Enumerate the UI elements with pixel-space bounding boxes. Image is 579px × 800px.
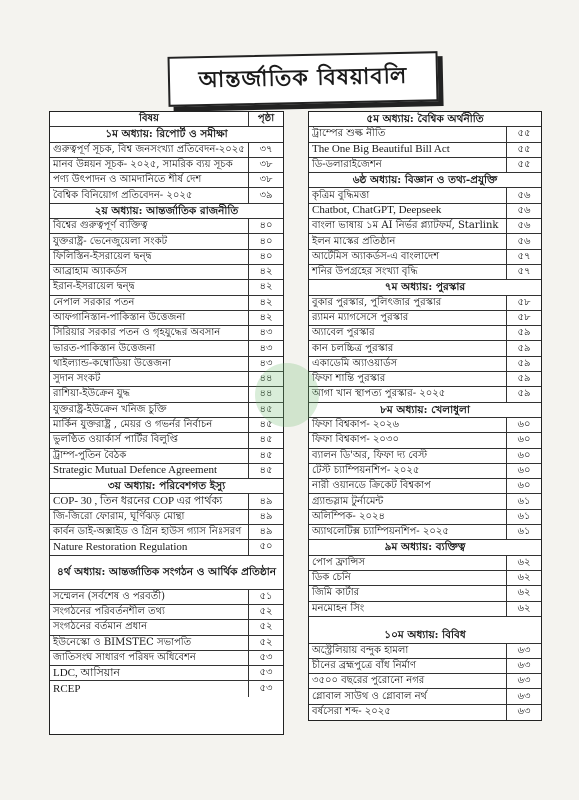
page-number: ৫৬ (506, 234, 541, 248)
topic-label: জাতিসংঘ সাধারণ পরিষদ অধিবেশন (53, 651, 196, 663)
topic-label: ডিক চেনি (312, 572, 351, 584)
topic-label: ফিলিস্তিন-ইসরায়েল দ্বন্দ্ব (53, 250, 152, 262)
table-row (50, 525, 283, 540)
chapter-title: ৬ষ্ঠ অধ্যায়: বিজ্ঞান ও তথ্য-প্রযুক্তি (352, 174, 498, 187)
table-row (309, 341, 541, 356)
table-row (309, 158, 541, 173)
page-number: ৬১ (506, 510, 541, 524)
table-row (309, 479, 541, 494)
table-row (50, 590, 283, 605)
page-number: ৪৫ (248, 418, 283, 432)
table-row (50, 158, 283, 173)
topic-label: ফিফা শান্তি পুরস্কার (312, 373, 386, 385)
topic-label: জি-জিরো ফোরাম, ঘূর্ণিঝড় মোন্থা (53, 510, 185, 522)
table-row (309, 219, 541, 234)
chapter-heading (50, 127, 283, 142)
topic-label: রাশিয়া-ইউক্রেন যুদ্ধ (53, 388, 130, 400)
blank-space (309, 617, 541, 628)
page-number: ৫৮ (506, 311, 541, 325)
page-number: ৩৮ (248, 158, 283, 172)
topic-label: সুদান সংকট (53, 373, 101, 385)
topic-label: র‍্যামন ম্যাগসেসে পুরস্কার (312, 312, 409, 323)
topic-label: গুরুত্বপূর্ণ সূচক, বিশ্ব জনসংখ্যা প্রতিবেদন-২০২৫ (53, 143, 245, 155)
table-row (50, 250, 283, 265)
topic-label: ব্যালন ডি'অর, ফিফা দ্য বেস্ট (312, 449, 428, 461)
chapter-title: ৪র্থ অধ্যায়: আন্তর্জাতিক সংগঠন ও আর্থিক প্রতিষ্ঠান (56, 565, 277, 578)
table-row (50, 651, 283, 666)
table-row (50, 326, 283, 341)
page-number: ৪২ (248, 296, 283, 310)
page-number: ৫৩ (248, 681, 283, 696)
table-row (50, 666, 283, 681)
page-number: ৬০ (506, 464, 541, 478)
table-row (50, 494, 283, 509)
page-number: ৬২ (506, 602, 541, 616)
topic-label: যুক্তরাষ্ট্র- ভেনেজুয়েলা সংকট (53, 235, 168, 247)
contents-table-right (308, 111, 542, 721)
topic-label: মনমোহন সিং (312, 602, 365, 614)
topic-label: আব্রাহাম অ্যাকর্ডস (53, 266, 127, 278)
topic-label: বুকার পুরস্কার, পুলিৎজার পুরস্কার (312, 296, 442, 308)
topic-label: একাডেমি অ্যাওয়ার্ডস (312, 357, 398, 369)
table-row (50, 296, 283, 311)
table-row (50, 620, 283, 635)
chapter-title: ৮ম অধ্যায়: খেলাধুলা (380, 403, 470, 416)
topic-label: ভারত-পাকিস্তান উত্তেজনা (53, 342, 156, 354)
table-row (309, 449, 541, 464)
page-number: ৫০ (248, 540, 283, 554)
table-row (50, 357, 283, 372)
contents-table-left (49, 111, 284, 735)
topic-label: বিশ্বের গুরুত্বপূর্ণ ব্যক্তিত্ব (53, 220, 148, 232)
topic-label: সংগঠনের বর্তমান প্রধান (53, 621, 148, 633)
table-row (309, 571, 541, 586)
chapter-heading (309, 540, 541, 555)
page-number: ৫২ (248, 605, 283, 619)
topic-label: অ্যাথলেটিক্স চ্যাম্পিয়নশিপ- ২০২৫ (312, 526, 449, 538)
page-number: ৫৬ (506, 188, 541, 202)
page-number: ৪২ (248, 265, 283, 279)
topic-label: আগা খান স্থাপত্য পুরস্কার- ২০২৫ (312, 388, 446, 400)
table-row (309, 586, 541, 601)
table-row (50, 464, 283, 479)
table-row (309, 510, 541, 525)
page-number: ৬৩ (506, 644, 541, 658)
chapter-title: ৩য় অধ্যায়: পরিবেশগত ইস্যু (107, 480, 226, 493)
page-number: ৬১ (506, 494, 541, 508)
table-row (309, 659, 541, 674)
page-number: ৪২ (248, 311, 283, 325)
table-row (50, 219, 283, 234)
page-number: ৪৪ (248, 372, 283, 386)
table-row (309, 265, 541, 280)
page-number: ৫৮ (506, 296, 541, 310)
page-number: ৫৭ (506, 265, 541, 279)
chapter-heading (50, 556, 283, 590)
page-number: ৫৯ (506, 387, 541, 401)
topic-label: Strategic Mutual Defence Agreement (53, 464, 218, 477)
topic-label: ইউনেস্কো ও BIMSTEC সভাপতি (53, 636, 192, 648)
page-number: ৩৭ (248, 143, 283, 157)
page-number: ৪৫ (248, 464, 283, 478)
topic-label: বৈশ্বিক বিনিয়োগ প্রতিবেদন- ২০২৫ (53, 189, 193, 201)
chapter-heading (50, 204, 283, 219)
page-number: ৬৩ (506, 674, 541, 688)
page-number: ৩৯ (248, 188, 283, 202)
topic-label: পণ্য উৎপাদন ও আমদানিতে শীর্ষ দেশ (53, 174, 202, 186)
topic-label: চীনের ব্রহ্মপুত্রে বাঁধ নির্মাণ (312, 659, 417, 671)
page-number: ৪৪ (248, 387, 283, 401)
topic-label: ৩৫০০ বছরের পুরোনো নগর (312, 675, 425, 687)
topic-label: COP- 30 , তিন ধরনের COP এর পার্থক্য (53, 495, 223, 508)
table-row (309, 311, 541, 326)
table-row (50, 403, 283, 418)
table-row (309, 556, 541, 571)
table-row (50, 418, 283, 433)
page-number: ৬১ (506, 525, 541, 539)
table-row (309, 674, 541, 689)
table-row (50, 173, 283, 188)
table-row (309, 418, 541, 433)
table-row (50, 341, 283, 356)
page-number: ৫৯ (506, 341, 541, 355)
chapter-heading (309, 280, 541, 295)
page-number: ৫২ (248, 620, 283, 634)
topic-label: জিমি কার্টার (312, 587, 360, 599)
table-row (309, 326, 541, 341)
chapter-heading (309, 173, 541, 188)
header-page: পৃষ্ঠা (248, 112, 283, 126)
table-row (50, 280, 283, 295)
table-row (309, 387, 541, 402)
page-title: আন্তর্জাতিক বিষয়াবলি (168, 51, 439, 107)
page-number: ৫৯ (506, 357, 541, 371)
page-number: ৪৩ (248, 341, 283, 355)
topic-label: LDC, আসিয়ান (53, 666, 120, 679)
chapter-title: ৯ম অধ্যায়: ব্যক্তিত্ব (384, 541, 466, 554)
page-number: ৬৩ (506, 705, 541, 720)
table-row (309, 602, 541, 617)
topic-label: মার্কিন যুক্তরাষ্ট্র , মেয়র ও গভর্নর নির্বাচন (53, 419, 213, 431)
topic-label: ইলন মাস্কের প্রতিষ্ঠান (312, 235, 396, 247)
page-number: ৬০ (506, 418, 541, 432)
table-row (309, 188, 541, 203)
page-number: ৫২ (248, 636, 283, 650)
page-number: ৫৫ (506, 143, 541, 157)
page-number: ৪৯ (248, 494, 283, 508)
chapter-heading (309, 403, 541, 418)
table-row (309, 372, 541, 387)
chapter-heading (309, 628, 541, 643)
table-row (309, 296, 541, 311)
table-row (309, 143, 541, 158)
table-row (50, 636, 283, 651)
chapter-title: ১০ম অধ্যায়: বিবিধ (384, 629, 466, 642)
topic-label: The One Big Beautiful Bill Act (312, 143, 450, 156)
page-number: ৬০ (506, 449, 541, 463)
table-row (50, 540, 283, 555)
page-number: ৫৩ (248, 666, 283, 680)
page-number: ৪৫ (248, 449, 283, 463)
page-number: ৪৫ (248, 403, 283, 417)
table-header (50, 112, 283, 127)
topic-label: বর্ষসেরা শব্দ- ২০২৫ (312, 706, 391, 718)
topic-label: অলিম্পিক- ২০২৪ (312, 510, 385, 522)
topic-label: কান চলচ্চিত্র পুরস্কার (312, 342, 394, 354)
topic-label: যুক্তরাষ্ট্র-ইউক্রেন খনিজ চুক্তি (53, 403, 167, 415)
chapter-title: ৫ম অধ্যায়: বৈশ্বিক অর্থনীতি (366, 112, 484, 125)
topic-label: থাইল্যান্ড-কম্বোডিয়া উত্তেজনা (53, 357, 171, 369)
page-number: ৫১ (248, 590, 283, 604)
header-subject: বিষয় (139, 113, 159, 125)
topic-label: গ্লোবাল সাউথ ও গ্লোবাল নর্থ (312, 690, 428, 702)
page-number: ৪৩ (248, 357, 283, 371)
table-row (309, 127, 541, 142)
topic-label: মানব উন্নয়ন সূচক- ২০২৫, সামরিক ব্যয় সূচক (53, 159, 233, 171)
page-number: ৬৩ (506, 689, 541, 703)
topic-label: নারী ওয়ানডে ক্রিকেট বিশ্বকাপ (312, 480, 431, 492)
topic-label: গ্র্যান্ডস্লাম টুর্নামেন্ট (312, 495, 384, 507)
table-row (309, 234, 541, 249)
page-number: ৬৩ (506, 659, 541, 673)
topic-label: অ্যাবেল পুরস্কার (312, 327, 375, 339)
topic-label: আফগানিস্তান-পাকিস্তান উত্তেজনা (53, 312, 186, 323)
topic-label: পোপ ফ্রান্সিস (312, 556, 365, 568)
topic-label: ভুলণ্ঠিত ওয়ার্কার্স পার্টির বিলুপ্তি (53, 434, 178, 446)
chapter-title: ৭ম অধ্যায়: পুরস্কার (384, 281, 466, 294)
table-row (50, 311, 283, 326)
table-row (309, 464, 541, 479)
topic-label: ডি-ডলারাইজেশন (312, 159, 382, 171)
table-row (309, 250, 541, 265)
table-row (309, 525, 541, 540)
table-row (50, 433, 283, 448)
topic-label: কৃত্রিম বুদ্ধিমত্তা (312, 189, 370, 201)
table-row (50, 510, 283, 525)
topic-label: সিরিয়ার সরকার পতন ও গৃহযুদ্ধের অবসান (53, 327, 221, 339)
page-number: ৬০ (506, 433, 541, 447)
table-row (50, 188, 283, 203)
page-number: ৬০ (506, 479, 541, 493)
page-number: ৫৯ (506, 372, 541, 386)
page-number: ৫৩ (248, 651, 283, 665)
page-number: ৪৩ (248, 326, 283, 340)
table-row (50, 265, 283, 280)
table-row (309, 705, 541, 720)
topic-label: ইরান-ইসরায়েল দ্বন্দ্ব (53, 281, 135, 293)
topic-label: Nature Restoration Regulation (53, 540, 188, 553)
page-number: ৪৯ (248, 510, 283, 524)
page-number: ৫৫ (506, 127, 541, 141)
chapter-heading (309, 112, 541, 127)
topic-label: কার্বন ডাই-অক্সাইড ও গ্রিন হাউস গ্যাস নিঃসরণ (53, 526, 242, 538)
page-number: ৩৮ (248, 173, 283, 187)
page-number: ৬২ (506, 571, 541, 585)
topic-label: ফিফা বিশ্বকাপ- ২০৩০ (312, 434, 399, 446)
topic-label: বাংলা ভাষায় ১ম AI নির্ভর প্ল্যাটফর্ম, Starlink (312, 220, 499, 232)
page-number: ৫৭ (506, 250, 541, 264)
watermark-logo (255, 363, 319, 427)
topic-label: অস্ট্রেলিয়ায় বন্দুক হামলা (312, 644, 409, 656)
chapter-title: ১ম অধ্যায়: রিপোর্ট ও সমীক্ষা (105, 128, 228, 141)
topic-label: ট্রাম্প-পুতিন বৈঠক (53, 449, 127, 461)
page-number: ৪০ (248, 250, 283, 264)
topic-label: নেপাল সরকার পতন (53, 296, 135, 308)
topic-label: ট্রাম্পের শুল্ক নীতি (312, 128, 386, 140)
page-number: ৬২ (506, 556, 541, 570)
topic-label: সম্মেলন (সর্বশেষ ও পরবর্তী) (53, 590, 166, 602)
page-number: ৪০ (248, 234, 283, 248)
table-row (50, 143, 283, 158)
table-row (309, 644, 541, 659)
page-number: ৫৫ (506, 158, 541, 172)
page-number: ৬২ (506, 586, 541, 600)
page-number: ৫৯ (506, 326, 541, 340)
table-row (50, 234, 283, 249)
table-row (50, 681, 283, 696)
topic-label: শনির উপগ্রহের সংখ্যা বৃদ্ধি (312, 266, 418, 278)
page-number: ৫৬ (506, 219, 541, 233)
topic-label: সংগঠনের পরিবর্তনশীল তথ্য (53, 606, 165, 618)
topic-label: RCEP (53, 682, 81, 695)
topic-label: আর্টেমিস অ্যাকর্ডস-এ বাংলাদেশ (312, 250, 440, 262)
page-number: ৪৫ (248, 433, 283, 447)
table-row (309, 433, 541, 448)
table-row (309, 204, 541, 219)
table-row (50, 605, 283, 620)
table-row (50, 387, 283, 402)
chapter-title: ২য় অধ্যায়: আন্তর্জাতিক রাজনীতি (94, 204, 239, 217)
table-row (309, 357, 541, 372)
page-number: ৪০ (248, 219, 283, 233)
table-row (50, 372, 283, 387)
page-number: ৪২ (248, 280, 283, 294)
topic-label: টেস্ট চ্যাম্পিয়নশিপ- ২০২৫ (312, 464, 420, 476)
chapter-heading (50, 479, 283, 494)
page-number: ৫৬ (506, 204, 541, 218)
page-number: ৪৯ (248, 525, 283, 539)
table-row (50, 449, 283, 464)
topic-label: ফিফা বিশ্বকাপ- ২০২৬ (312, 419, 399, 431)
table-row (309, 494, 541, 509)
table-row (309, 689, 541, 704)
topic-label: Chatbot, ChatGPT, Deepseek (312, 204, 442, 217)
